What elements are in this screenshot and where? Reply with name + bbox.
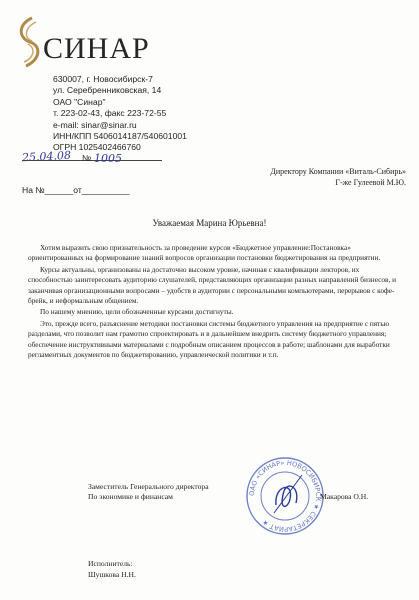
recipient-name: Г-же Гулеевой М.Ю. xyxy=(335,178,406,187)
reference-line xyxy=(22,185,130,195)
handwritten-date: 25.04.08 xyxy=(21,148,72,165)
company-logo xyxy=(10,14,180,72)
greeting: Уважаемая Марина Юрьевна! xyxy=(152,218,267,228)
reference-text: На №______от__________ xyxy=(22,185,130,195)
stamp-ring-text: ОАО «СИНАР» НОВОСИБИРСК ★ СЕКРЕТАРИАТ ★ xyxy=(247,458,323,534)
letter-body xyxy=(28,243,398,361)
recipient-line: Директору Компании «Виталь-Сибирь» xyxy=(270,167,406,176)
address-line: 630007, г. Новосибирск-7 xyxy=(53,74,153,84)
logo-text: СИНАР xyxy=(43,32,150,65)
signer-position: Заместитель Генерального директора xyxy=(88,482,209,491)
svg-text:ОАО «СИНАР» НОВОСИБИРСК ★ СЕКР xyxy=(248,459,322,533)
ogrn-line: ОГРН 1025402466760 xyxy=(53,142,141,153)
paragraph: Это, прежде всего, разъяснение методики постановки системы бюджетного управления на предприятие с пятью разделами, что позволит нам грамотно спроектировать и в дальнейшем внедрить систему бюджетного управления; обеспечение инструктивными материалами с подробным описанием процессов в работе; шаблонами для выработки регламентных документов по бюджетированию, управленческой политики и т.п. xyxy=(28,318,390,360)
signer-name: Макарова О.Н. xyxy=(320,492,369,501)
executor-name: Шушкова Н.Н. xyxy=(88,570,136,579)
executor-block xyxy=(88,558,136,580)
address-line: ОАО "Синар" xyxy=(53,96,106,107)
signer-department: По экономике и финансам xyxy=(88,492,173,502)
letterhead-contacts xyxy=(53,74,187,154)
date-underline xyxy=(22,160,162,161)
address-line: ул. Серебренниковская, 14 xyxy=(53,85,162,96)
phone-line: т. 223-02-43, факс 223-72-55 xyxy=(53,108,167,119)
recipient-block xyxy=(256,166,406,188)
company-stamp xyxy=(244,455,326,537)
stamp-seal-icon xyxy=(244,455,326,537)
signature-title xyxy=(88,482,209,503)
email-line: e-mail: sinar@sinar.ru xyxy=(53,119,137,130)
paragraph: Курсы актуальны, организованы на достаточно высоком уровне, начиная с квалификации лекторов, их способностью заинтересовать аудиторию слушателей, представляющих организации разных направлений бизнесов, и заканчивая организационными вопросами – удобств в аудитории с персональными компьютерами, перерывов с кофе-брейк, и неформальным общением. xyxy=(28,264,397,306)
inn-line: ИНН/КПП 5406014187/540601001 xyxy=(53,131,187,142)
registration-block xyxy=(21,148,202,195)
handwritten-number: 1005 xyxy=(94,152,122,165)
paragraph: По нашему мнению, цели обозначенные курсами достигнуты. xyxy=(40,307,234,317)
executor-label: Исполнитель: xyxy=(88,559,133,568)
paragraph: Хотим выразить свою признательность за проведение курсов «Бюджетное управление:Постановка» ориентированных на формирование знаний вопросов организации постановки бюджетирования на предприятии. xyxy=(28,243,381,263)
number-label: № xyxy=(82,153,92,163)
